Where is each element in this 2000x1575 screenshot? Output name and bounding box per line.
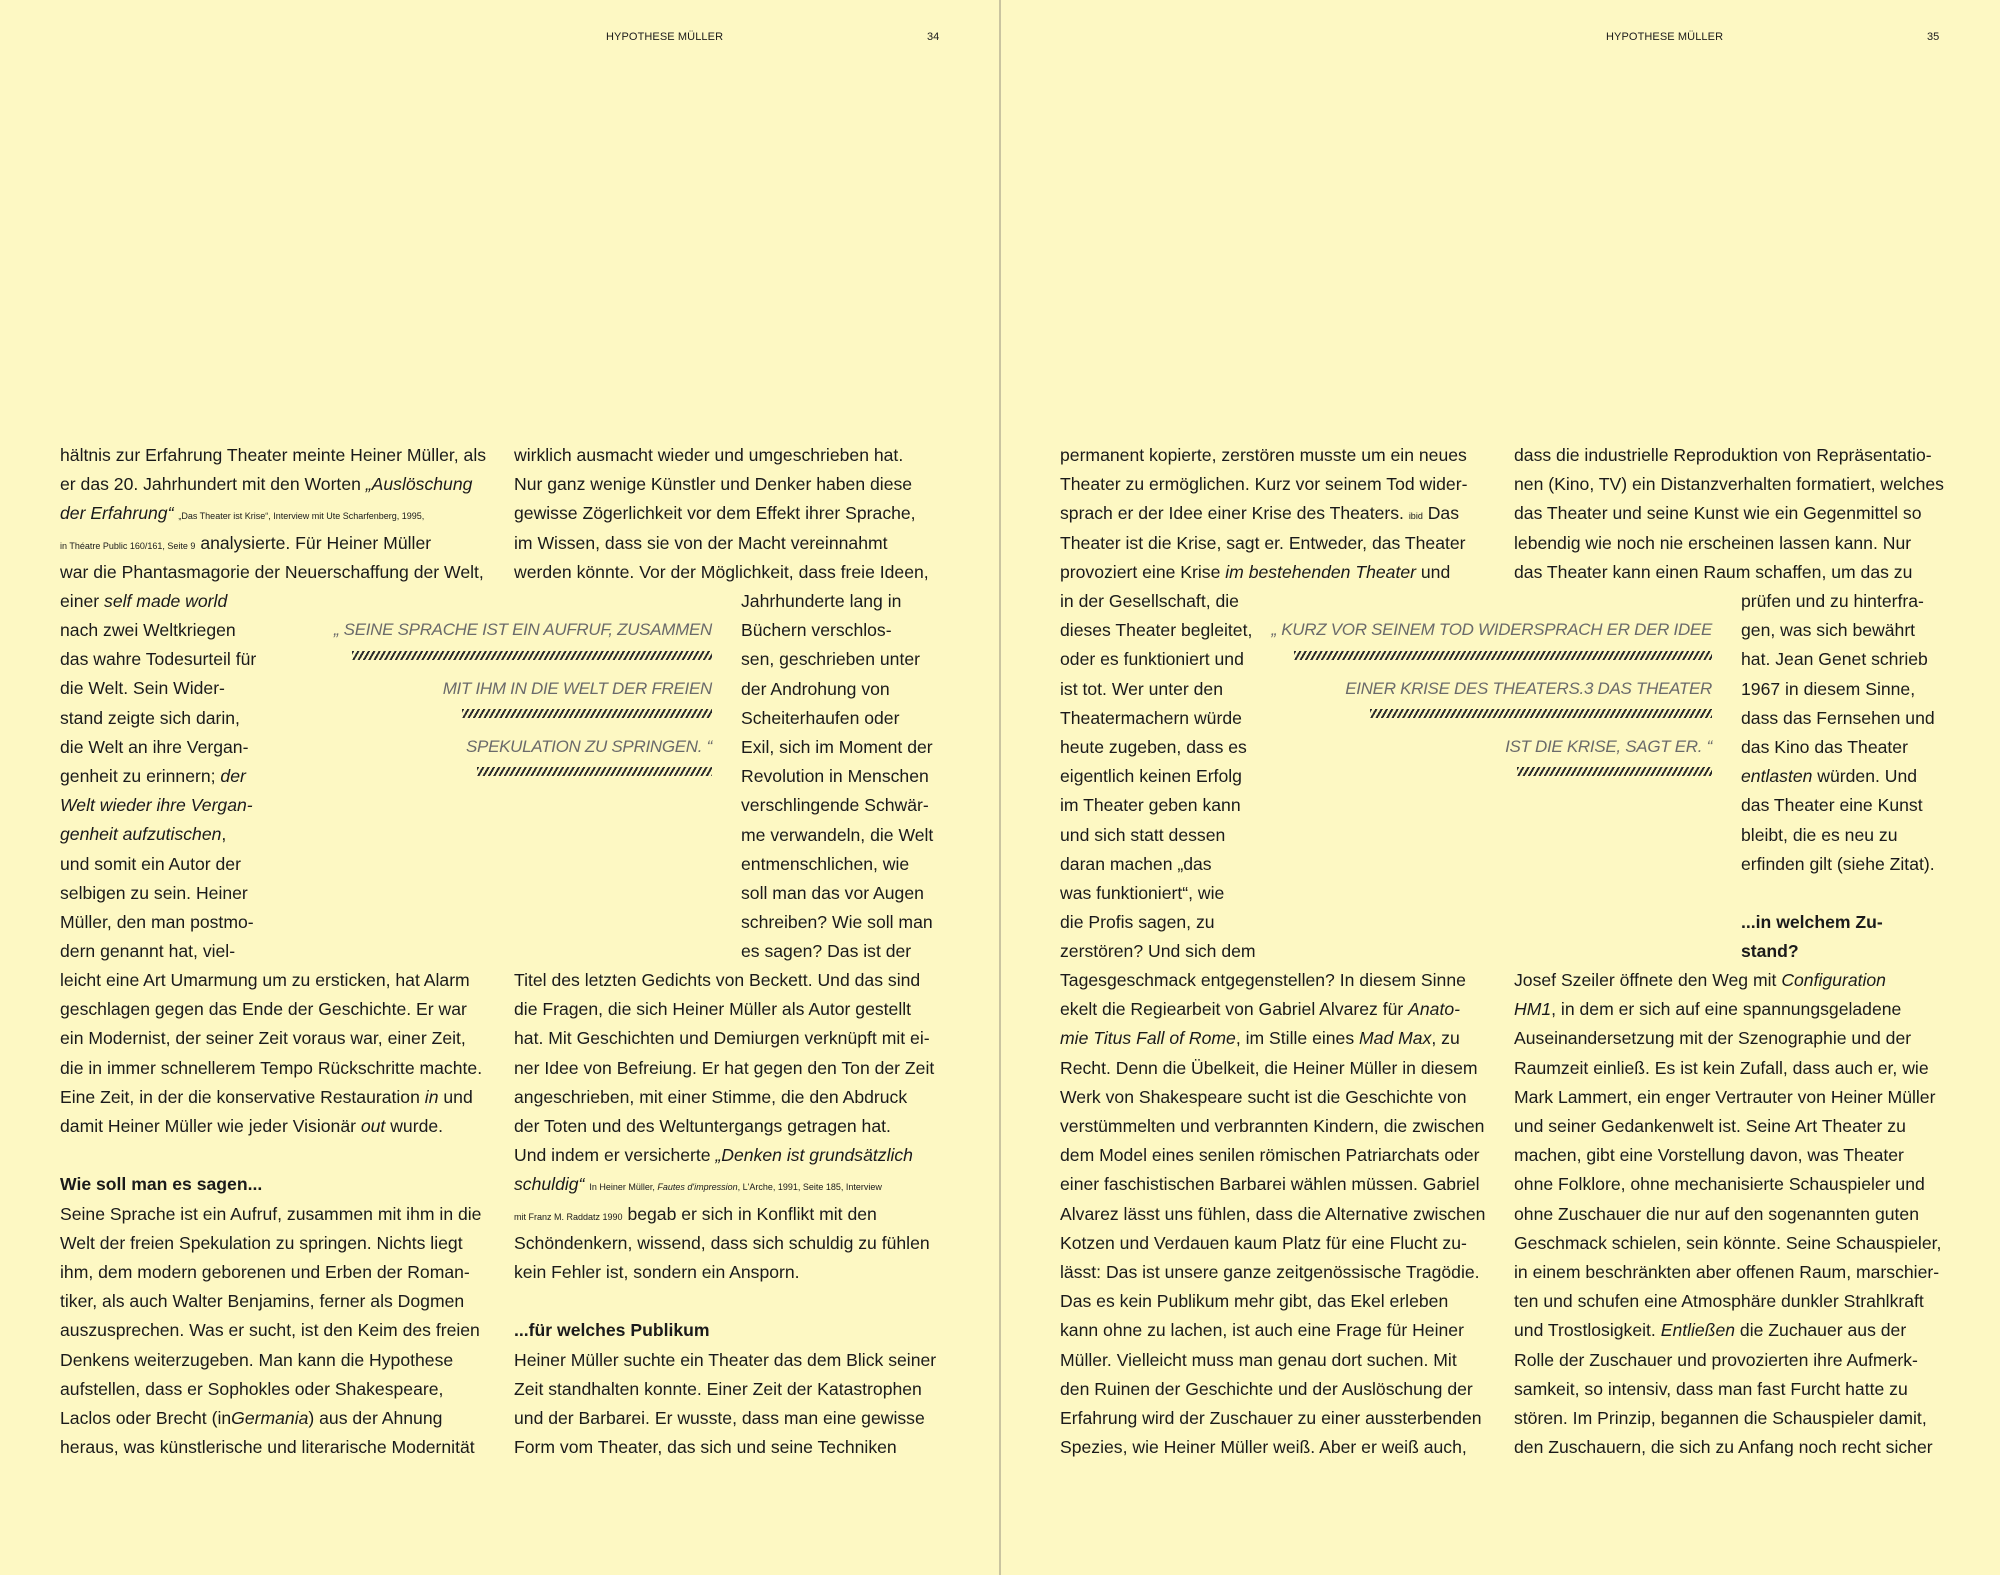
text-line: die Fragen, die sich Heiner Müller als Autor gestellt xyxy=(514,999,912,1020)
text-line: Revolution in Menschen xyxy=(741,766,929,787)
text-line: dieses Theater begleitet, xyxy=(1060,620,1253,641)
pull-quote-line: SPEKULATION ZU SPRINGEN. “ xyxy=(466,737,712,756)
text-line: selbigen zu sein. Heiner xyxy=(60,882,248,903)
page-number: 34 xyxy=(927,31,940,43)
pull-quote-line: EINER KRISE DES THEATERS.3 DAS THEATER xyxy=(1345,679,1712,698)
text-line: Das es kein Publikum mehr gibt, das Ekel erleben xyxy=(1060,1291,1449,1312)
text-line: die Welt an ihre Vergan- xyxy=(60,736,249,757)
text-line: Denkens weiterzugeben. Man kann die Hypothese xyxy=(60,1349,454,1370)
text-line: me verwandeln, die Welt xyxy=(741,824,934,845)
text-line: den Zuschauern, die sich zu Anfang noch recht sicher xyxy=(1514,1437,1933,1458)
text-line: dern genannt hat, viel- xyxy=(60,941,236,962)
text-line: Theater ist die Krise, sagt er. Entweder, das Theater xyxy=(1060,532,1466,553)
text-line: stören. Im Prinzip, begannen die Schauspieler damit, xyxy=(1514,1408,1927,1429)
text-line: aufstellen, dass er Sophokles oder Shakespeare, xyxy=(60,1378,444,1399)
text-line: Müller. Vielleicht muss man genau dort suchen. Mit xyxy=(1060,1349,1457,1370)
text-line: hat. Jean Genet schrieb xyxy=(1741,649,1928,670)
text-line: mit Franz M. Raddatz 1990 begab er sich in Konflikt mit den xyxy=(514,1203,877,1224)
hatch-rule xyxy=(1370,709,1712,718)
text-line: kein Fehler ist, sondern ein Ansporn. xyxy=(514,1262,800,1283)
text-line: stand zeigte sich darin, xyxy=(60,707,240,728)
text-line: Welt wieder ihre Vergan- xyxy=(60,795,253,816)
text-line: das Theater eine Kunst xyxy=(1741,795,1923,816)
right-col2-narrow xyxy=(1741,587,1951,967)
right-col1-narrow xyxy=(1060,587,1270,967)
text-line: Werk von Shakespeare sucht ist die Geschichte von xyxy=(1060,1086,1467,1107)
text-line: Schöndenkern, wissend, dass sich schuldig zu fühlen xyxy=(514,1232,930,1253)
text-line: Eine Zeit, in der die konservative Restauration in und xyxy=(60,1086,473,1107)
text-line: das Theater kann einen Raum schaffen, um das zu xyxy=(1514,561,1913,582)
text-line: und der Barbarei. Er wusste, dass man eine gewisse xyxy=(514,1408,925,1429)
text-line: machen, gibt eine Vorstellung davon, was Theater xyxy=(1514,1145,1904,1166)
text-line: Seine Sprache ist ein Aufruf, zusammen mit ihm in die xyxy=(60,1203,482,1224)
text-line: nen (Kino, TV) ein Distanzverhalten formatiert, welches xyxy=(1514,474,1944,495)
left-col2-top xyxy=(514,441,946,587)
text-line: Form vom Theater, das sich und seine Techniken xyxy=(514,1437,897,1458)
text-line: eigentlich keinen Erfolg xyxy=(1060,766,1242,787)
pull-quote-line: „ SEINE SPRACHE IST EIN AUFRUF, ZUSAMMEN xyxy=(333,620,712,639)
text-line: war die Phantasmagorie der Neuerschaffung der Welt, xyxy=(60,561,484,582)
text-line: kann ohne zu lachen, ist auch eine Frage für Heiner xyxy=(1060,1320,1464,1341)
text-line: Spezies, wie Heiner Müller weiß. Aber er weiß auch, xyxy=(1060,1437,1467,1458)
text-line: entlasten würden. Und xyxy=(1741,766,1918,787)
text-line: ohne Folklore, ohne mechanisierte Schauspieler und xyxy=(1514,1174,1925,1195)
text-line: und Trostlosigkeit. Entließen die Zuchauer aus der xyxy=(1514,1320,1907,1341)
text-line: Geschmack schielen, sein könnte. Seine Schauspieler, xyxy=(1514,1232,1942,1253)
hatch-rule xyxy=(352,651,712,660)
left-col1-narrow xyxy=(60,616,270,966)
left-col1-top xyxy=(60,441,492,616)
text-line: und somit ein Autor der xyxy=(60,853,241,874)
text-line: Auseinandersetzung mit der Szenographie und der xyxy=(1514,1028,1912,1049)
left-col2-bottom xyxy=(514,966,954,1462)
text-line: Büchern verschlos- xyxy=(741,620,892,641)
text-line: der Erfahrung“ „Das Theater ist Krise“, Interview mit Ute Scharfenberg, 1995, xyxy=(60,503,425,524)
footnote: mit Franz M. Raddatz 1990 xyxy=(514,1211,623,1222)
text-line: in einem beschränkten aber offenen Raum, marschier- xyxy=(1514,1262,1940,1283)
pull-quote-line: „ KURZ VOR SEINEM TOD WIDERSPRACH ER DER IDEE xyxy=(1271,620,1712,639)
section-heading: stand? xyxy=(1741,941,1799,962)
text-line: Alvarez lässt uns fühlen, dass die Alternative zwischen xyxy=(1060,1203,1486,1224)
text-line: geschlagen gegen das Ende der Geschichte. Er war xyxy=(60,999,467,1020)
section-heading: ...in welchem Zu- xyxy=(1741,912,1883,933)
text-line: ekelt die Regiearbeit von Gabriel Alvarez für Anato- xyxy=(1060,999,1460,1020)
left-col2-narrow xyxy=(741,587,951,967)
right-col1-bottom xyxy=(1060,966,1500,1462)
text-line: lebendig wie noch nie erscheinen lassen kann. Nur xyxy=(1514,532,1912,553)
page-gutter xyxy=(999,0,1001,1575)
text-line: tiker, als auch Walter Benjamins, ferner als Dogmen xyxy=(60,1291,465,1312)
text-line: die in immer schnellerem Tempo Rückschritte machte. xyxy=(60,1057,483,1078)
running-head: HYPOTHESE MÜLLER xyxy=(606,31,724,43)
footnote: in Théatre Public 160/161, Seite 9 xyxy=(60,540,196,551)
text-line: genheit zu erinnern; der xyxy=(60,766,246,787)
text-line: genheit aufzutischen, xyxy=(60,824,227,845)
text-line: hat. Mit Geschichten und Demiurgen verknüpft mit ei- xyxy=(514,1028,930,1049)
section-heading: Wie soll man es sagen... xyxy=(60,1174,263,1195)
text-line: Erfahrung wird der Zuschauer zu einer aussterbenden xyxy=(1060,1408,1482,1429)
text-line: wirklich ausmacht wieder und umgeschrieben hat. xyxy=(514,445,904,465)
text-line: Nur ganz wenige Künstler und Denker haben diese xyxy=(514,474,913,495)
text-line: damit Heiner Müller wie jeder Visionär out wurde. xyxy=(60,1116,444,1137)
running-head: HYPOTHESE MÜLLER xyxy=(1606,31,1724,43)
text-line: Raumzeit einließ. Es ist kein Zufall, dass auch er, wie xyxy=(1514,1057,1929,1078)
text-line: schreiben? Wie soll man xyxy=(741,912,933,933)
text-line: Tagesgeschmack entgegenstellen? In diesem Sinne xyxy=(1060,970,1466,990)
text-line: permanent kopierte, zerstören musste um ein neues xyxy=(1060,445,1467,465)
text-line xyxy=(514,1287,954,1316)
text-line: einer self made world xyxy=(60,591,228,612)
hatch-rule xyxy=(1294,651,1712,660)
text-line xyxy=(1741,879,1951,908)
text-line: 1967 in diesem Sinne, xyxy=(1741,678,1916,699)
text-line: der Toten und des Weltuntergangs getragen hat. xyxy=(514,1116,891,1137)
text-line: er das 20. Jahrhundert mit den Worten „Auslöschung xyxy=(60,474,473,495)
text-line: soll man das vor Augen xyxy=(741,883,924,904)
text-line: einer faschistischen Barbarei wählen müssen. Gabriel xyxy=(1060,1174,1480,1195)
text-line xyxy=(60,1141,492,1170)
hatch-rule xyxy=(477,767,712,776)
text-line: mie Titus Fall of Rome, im Stille eines Mad Max, zu xyxy=(1060,1028,1460,1049)
text-line: Recht. Denn die Übelkeit, die Heiner Müller in diesem xyxy=(1060,1057,1478,1078)
text-line: hältnis zur Erfahrung Theater meinte Heiner Müller, als xyxy=(60,445,487,465)
text-line: ist tot. Wer unter den xyxy=(1060,678,1223,699)
left-col1-bottom xyxy=(60,966,492,1462)
text-line: ihm, dem modern geborenen und Erben der Roman- xyxy=(60,1262,470,1283)
right-col2-bottom xyxy=(1514,966,1954,1462)
text-line: heute zugeben, dass es xyxy=(1060,737,1247,758)
text-line: Scheiterhaufen oder xyxy=(741,707,900,728)
text-line: in Théatre Public 160/161, Seite 9 analysierte. Für Heiner Müller xyxy=(60,532,432,553)
text-line: das Theater und seine Kunst wie ein Gegenmittel so xyxy=(1514,503,1922,524)
pull-quote-line: IST DIE KRISE, SAGT ER. “ xyxy=(1505,737,1712,756)
text-line: Kotzen und Verdauen kaum Platz für eine Flucht zu- xyxy=(1060,1232,1467,1253)
text-line: der Androhung von xyxy=(741,678,890,699)
text-line: Heiner Müller suchte ein Theater das dem Blick seiner xyxy=(514,1349,937,1370)
text-line: bleibt, die es neu zu xyxy=(1741,824,1898,845)
right-col1-top xyxy=(1060,441,1492,587)
text-line: Und indem er versicherte „Denken ist grundsätzlich xyxy=(514,1145,913,1166)
text-line: lässt: Das ist unsere ganze zeitgenössische Tragödie. xyxy=(1060,1262,1480,1283)
right-col2-top xyxy=(1514,441,1954,587)
text-line: auszusprechen. Was er sucht, ist den Keim des freien xyxy=(60,1320,480,1341)
text-line: werden könnte. Vor der Möglichkeit, dass freie Ideen, xyxy=(514,561,929,582)
text-line: im Wissen, dass sie von der Macht vereinnahmt xyxy=(514,532,888,553)
text-line: Josef Szeiler öffnete den Weg mit Configuration xyxy=(1514,970,1886,990)
text-line: sprach er der Idee einer Krise des Theaters. ibid Das xyxy=(1060,503,1460,524)
text-line: HM1, in dem er sich auf eine spannungsgeladene xyxy=(1514,999,1902,1020)
text-line: Mark Lammert, ein enger Vertrauter von Heiner Müller xyxy=(1514,1086,1936,1107)
text-line: Welt der freien Spekulation zu springen. Nichts liegt xyxy=(60,1232,463,1253)
section-heading: ...für welches Publikum xyxy=(514,1320,710,1341)
text-line: Exil, sich im Moment der xyxy=(741,737,933,758)
text-line: dass das Fernsehen und xyxy=(1741,707,1935,728)
text-line: erfinden gilt (siehe Zitat). xyxy=(1741,853,1935,874)
text-line: Zeit standhalten konnte. Einer Zeit der Katastrophen xyxy=(514,1378,922,1399)
text-line: und sich statt dessen xyxy=(1060,824,1226,845)
footnote: „Das Theater ist Krise“, Interview mit Ute Scharfenberg, 1995, xyxy=(178,511,425,522)
text-line: das Kino das Theater xyxy=(1741,737,1908,758)
text-line: und seiner Gedankenwelt ist. Seine Art Theater zu xyxy=(1514,1116,1906,1137)
text-line: gewisse Zögerlichkeit vor dem Effekt ihrer Sprache, xyxy=(514,503,916,524)
hatch-rule xyxy=(1517,767,1712,776)
text-line: samkeit, so intensiv, dass man fast Furcht hatte zu xyxy=(1514,1378,1908,1399)
text-line: im Theater geben kann xyxy=(1060,795,1241,816)
text-line: Titel des letzten Gedichts von Beckett. Und das sind xyxy=(514,970,921,990)
text-line: die Profis sagen, zu xyxy=(1060,912,1215,933)
text-line: entmenschlichen, wie xyxy=(741,853,910,874)
text-line: gen, was sich bewährt xyxy=(1741,620,1916,641)
footnote: In Heiner Müller, Fautes d'impression, L'Arche, 1991, Seite 185, Interview xyxy=(589,1182,882,1193)
text-line: verstümmelten und verbrannten Kindern, die zwischen xyxy=(1060,1116,1485,1137)
text-line: ner Idee von Befreiung. Er hat gegen den Ton der Zeit xyxy=(514,1057,935,1078)
text-line: zerstören? Und sich dem xyxy=(1060,941,1256,962)
text-line: Laclos oder Brecht (inGermania) aus der Ahnung xyxy=(60,1408,443,1429)
text-line: ein Modernist, der seiner Zeit voraus war, einer Zeit, xyxy=(60,1028,466,1049)
text-line: heraus, was künstlerische und literarische Modernität xyxy=(60,1437,475,1458)
text-line: daran machen „das xyxy=(1060,853,1212,874)
text-line: prüfen und zu hinterfra- xyxy=(1741,591,1924,611)
text-line: sen, geschrieben unter xyxy=(741,649,920,670)
text-line: Jahrhunderte lang in xyxy=(741,591,902,611)
text-line: ohne Zuschauer die nur auf den sogenannten guten xyxy=(1514,1203,1919,1224)
text-line: dass die industrielle Reproduktion von Repräsentatio- xyxy=(1514,445,1932,465)
text-line: Theater zu ermöglichen. Kurz vor seinem Tod wider- xyxy=(1060,474,1468,495)
text-line: leicht eine Art Umarmung um zu ersticken, hat Alarm xyxy=(60,970,470,990)
text-line: was funktioniert“, wie xyxy=(1060,883,1225,904)
text-line: ten und schufen eine Atmosphäre dunkler Strahlkraft xyxy=(1514,1291,1924,1312)
text-line: Theatermachern würde xyxy=(1060,707,1242,728)
text-line: angeschrieben, mit einer Stimme, die den Abdruck xyxy=(514,1086,908,1107)
text-line: dem Model eines senilen römischen Patriarchats oder xyxy=(1060,1145,1480,1166)
text-line: nach zwei Weltkriegen xyxy=(60,620,236,640)
text-line: oder es funktioniert und xyxy=(1060,649,1244,670)
text-line: in der Gesellschaft, die xyxy=(1060,591,1239,611)
text-line: Rolle der Zuschauer und provozierten ihre Aufmerk- xyxy=(1514,1349,1918,1370)
pull-quote-line: MIT IHM IN DIE WELT DER FREIEN xyxy=(442,679,712,698)
footnote: ibid xyxy=(1408,511,1423,522)
text-line: die Welt. Sein Wider- xyxy=(60,678,225,699)
text-line: schuldig“ In Heiner Müller, Fautes d'impression, L'Arche, 1991, Seite 185, Interview xyxy=(514,1174,882,1195)
page-number: 35 xyxy=(1927,31,1940,43)
text-line: es sagen? Das ist der xyxy=(741,941,912,962)
text-line: provoziert eine Krise im bestehenden Theater und xyxy=(1060,561,1451,582)
text-line: das wahre Todesurteil für xyxy=(60,649,257,670)
hatch-rule xyxy=(462,709,712,718)
text-line: den Ruinen der Geschichte und der Auslöschung der xyxy=(1060,1378,1473,1399)
text-line: verschlingende Schwär- xyxy=(741,795,929,816)
text-line: Müller, den man postmo- xyxy=(60,912,254,933)
